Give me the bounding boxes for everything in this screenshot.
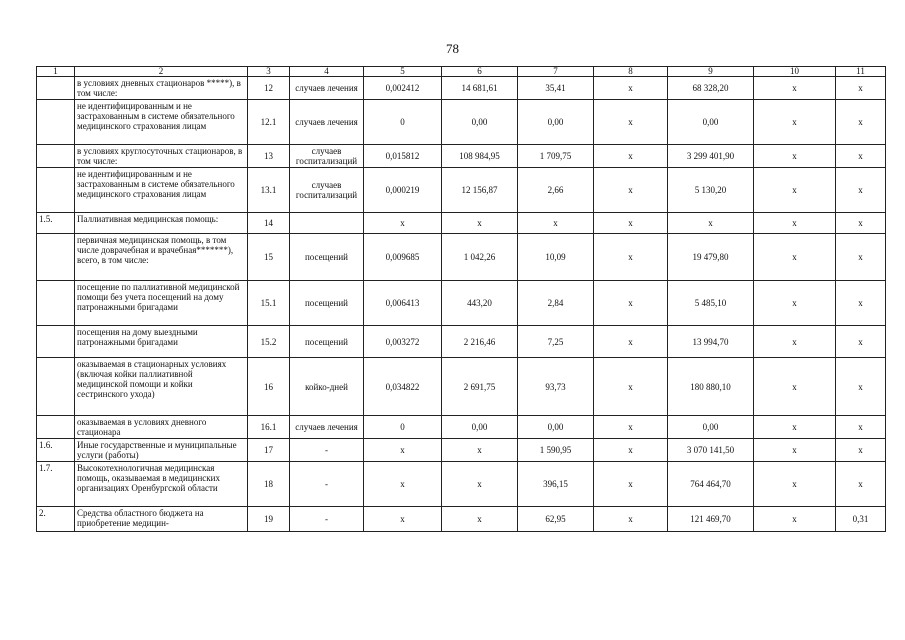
table-cell: - xyxy=(290,462,364,507)
table-cell: х xyxy=(836,462,886,507)
row-description-cell: оказываемая в стационарных условиях (включая койки паллиативной медицинской помощи и койки сестринского ухода) xyxy=(75,358,248,416)
table-cell: х xyxy=(754,281,836,326)
table-cell: 1 042,26 xyxy=(442,234,518,281)
table-cell: 0,31 xyxy=(836,507,886,532)
table-cell: 2 216,46 xyxy=(442,326,518,358)
column-number-cell: 5 xyxy=(364,67,442,77)
table-cell: 18 xyxy=(248,462,290,507)
table-cell: 93,73 xyxy=(518,358,594,416)
table-cell: х xyxy=(364,213,442,234)
table-cell: 0,00 xyxy=(668,100,754,145)
table-cell: х xyxy=(364,507,442,532)
table-cell: х xyxy=(754,326,836,358)
table-row xyxy=(37,358,886,416)
column-number-row xyxy=(37,67,886,77)
table-cell: х xyxy=(754,100,836,145)
row-section-cell xyxy=(37,416,75,439)
table-cell: 5 130,20 xyxy=(668,168,754,213)
table-cell: х xyxy=(594,326,668,358)
table-cell: х xyxy=(442,507,518,532)
row-description-cell: посещения на дому выездными патронажными бригадами xyxy=(75,326,248,358)
table-body xyxy=(37,77,886,532)
table-cell: 3 299 401,90 xyxy=(668,145,754,168)
row-section-cell xyxy=(37,358,75,416)
row-section-cell xyxy=(37,100,75,145)
table-cell: 0,009685 xyxy=(364,234,442,281)
table-cell: х xyxy=(754,234,836,281)
table-cell: посещений xyxy=(290,234,364,281)
table-cell: 2,66 xyxy=(518,168,594,213)
column-number-cell: 9 xyxy=(668,67,754,77)
column-number-cell: 6 xyxy=(442,67,518,77)
row-description-cell: в условиях дневных стационаров *****), в том числе: xyxy=(75,77,248,100)
table-cell: х xyxy=(594,77,668,100)
table-cell: х xyxy=(754,213,836,234)
table-cell: 0,000219 xyxy=(364,168,442,213)
row-section-cell: 1.7. xyxy=(37,462,75,507)
column-number-cell: 2 xyxy=(75,67,248,77)
table-cell: х xyxy=(836,281,886,326)
table-row xyxy=(37,507,886,532)
column-number-cell: 7 xyxy=(518,67,594,77)
column-number-cell: 1 xyxy=(37,67,75,77)
table-row xyxy=(37,439,886,462)
table-row xyxy=(37,213,886,234)
table-cell: х xyxy=(594,439,668,462)
table-cell: 13 994,70 xyxy=(668,326,754,358)
table-cell: 0,015812 xyxy=(364,145,442,168)
table-cell: х xyxy=(594,507,668,532)
row-description-cell: Иные государственные и муниципальные услуги (работы) xyxy=(75,439,248,462)
table-row xyxy=(37,145,886,168)
table-cell: х xyxy=(836,358,886,416)
table-cell: 12 156,87 xyxy=(442,168,518,213)
table-cell: х xyxy=(754,416,836,439)
row-description-cell: первичная медицинская помощь, в том числе доврачебная и врачебная*******), всего, в том числе: xyxy=(75,234,248,281)
table-cell: х xyxy=(594,168,668,213)
table-cell: случаев лечения xyxy=(290,416,364,439)
row-description-cell: Паллиативная медицинская помощь: xyxy=(75,213,248,234)
table-row xyxy=(37,281,886,326)
table-cell: х xyxy=(594,213,668,234)
table-cell: х xyxy=(594,234,668,281)
table-cell: 14 681,61 xyxy=(442,77,518,100)
row-section-cell: 1.5. xyxy=(37,213,75,234)
table-cell: х xyxy=(836,213,886,234)
table-row xyxy=(37,77,886,100)
table-cell: 396,15 xyxy=(518,462,594,507)
table-cell: случаев лечения xyxy=(290,100,364,145)
table-cell: х xyxy=(836,234,886,281)
table-cell: х xyxy=(594,358,668,416)
table-cell: 3 070 141,50 xyxy=(668,439,754,462)
table-cell: х xyxy=(442,462,518,507)
table-cell: случаев лечения xyxy=(290,77,364,100)
table-row xyxy=(37,234,886,281)
column-number-cell: 10 xyxy=(754,67,836,77)
table-cell: посещений xyxy=(290,326,364,358)
row-description-cell: оказываемая в условиях дневного стационара xyxy=(75,416,248,439)
row-description-cell: Средства областного бюджета на приобретение медицин- xyxy=(75,507,248,532)
table-cell: 14 xyxy=(248,213,290,234)
row-description-cell: не идентифицированным и не застрахованным в системе обязательного медицинского страхования лицам xyxy=(75,100,248,145)
table-row xyxy=(37,100,886,145)
table-cell: 0,006413 xyxy=(364,281,442,326)
table-cell: х xyxy=(754,168,836,213)
table-cell: - xyxy=(290,439,364,462)
table-cell: 0,00 xyxy=(518,416,594,439)
table-cell: 0,002412 xyxy=(364,77,442,100)
table-cell: 68 328,20 xyxy=(668,77,754,100)
table-cell: 17 xyxy=(248,439,290,462)
row-section-cell xyxy=(37,168,75,213)
table-cell: 1 590,95 xyxy=(518,439,594,462)
table-cell: х xyxy=(836,100,886,145)
table-cell: 10,09 xyxy=(518,234,594,281)
table-cell: 2,84 xyxy=(518,281,594,326)
table-cell: х xyxy=(754,77,836,100)
table-cell: 0,034822 xyxy=(364,358,442,416)
table-cell: 15.1 xyxy=(248,281,290,326)
table-cell: 0,00 xyxy=(442,100,518,145)
table-cell: 15 xyxy=(248,234,290,281)
table-cell: х xyxy=(518,213,594,234)
table-cell: х xyxy=(754,507,836,532)
table-cell: случаев госпитализаций xyxy=(290,168,364,213)
table-cell: х xyxy=(442,439,518,462)
table-cell: случаев госпитализаций xyxy=(290,145,364,168)
table-cell: х xyxy=(836,326,886,358)
row-section-cell xyxy=(37,77,75,100)
table-cell: 12 xyxy=(248,77,290,100)
row-section-cell xyxy=(37,145,75,168)
table-cell: х xyxy=(836,77,886,100)
table-cell xyxy=(290,213,364,234)
table-cell: 1 709,75 xyxy=(518,145,594,168)
row-section-cell: 1.6. xyxy=(37,439,75,462)
table-cell: х xyxy=(594,145,668,168)
table-cell: 19 479,80 xyxy=(668,234,754,281)
table-cell: х xyxy=(594,416,668,439)
table-cell: х xyxy=(754,462,836,507)
table-cell: посещений xyxy=(290,281,364,326)
row-section-cell: 2. xyxy=(37,507,75,532)
table-cell: х xyxy=(594,100,668,145)
table-cell: 443,20 xyxy=(442,281,518,326)
column-number-cell: 3 xyxy=(248,67,290,77)
table-row xyxy=(37,168,886,213)
table-cell: х xyxy=(836,168,886,213)
row-description-cell: Высокотехнологичная медицинская помощь, оказываемая в медицинских организациях Оренбургской области xyxy=(75,462,248,507)
table-cell: 5 485,10 xyxy=(668,281,754,326)
table-cell: 0 xyxy=(364,100,442,145)
table-cell: х xyxy=(836,416,886,439)
table-cell: х xyxy=(594,462,668,507)
table-cell: 13.1 xyxy=(248,168,290,213)
table-cell: 764 464,70 xyxy=(668,462,754,507)
table-cell: х xyxy=(754,358,836,416)
table-cell: 16 xyxy=(248,358,290,416)
table-cell: х xyxy=(364,462,442,507)
table-cell: 0 xyxy=(364,416,442,439)
table-cell: 12.1 xyxy=(248,100,290,145)
table-row xyxy=(37,462,886,507)
table-cell: х xyxy=(754,439,836,462)
table-cell: 0,003272 xyxy=(364,326,442,358)
table-cell: 62,95 xyxy=(518,507,594,532)
row-description-cell: посещение по паллиативной медицинской помощи без учета посещений на дому патронажными бригадами xyxy=(75,281,248,326)
table-cell: 35,41 xyxy=(518,77,594,100)
column-number-cell: 4 xyxy=(290,67,364,77)
row-section-cell xyxy=(37,326,75,358)
row-section-cell xyxy=(37,281,75,326)
table-cell: 15.2 xyxy=(248,326,290,358)
table-cell: х xyxy=(754,145,836,168)
table-row xyxy=(37,416,886,439)
table-cell: койко-дней xyxy=(290,358,364,416)
table-cell: 108 984,95 xyxy=(442,145,518,168)
table-cell: 19 xyxy=(248,507,290,532)
table-cell: 180 880,10 xyxy=(668,358,754,416)
table-cell: - xyxy=(290,507,364,532)
table-cell: 0,00 xyxy=(668,416,754,439)
table-cell: 2 691,75 xyxy=(442,358,518,416)
table-cell: 7,25 xyxy=(518,326,594,358)
table-cell: 121 469,70 xyxy=(668,507,754,532)
row-description-cell: не идентифицированным и не застрахованным в системе обязательного медицинского страхования лицам xyxy=(75,168,248,213)
table-cell: 16.1 xyxy=(248,416,290,439)
table-cell: х xyxy=(668,213,754,234)
data-table xyxy=(36,66,886,532)
column-number-cell: 11 xyxy=(836,67,886,77)
table-cell: х xyxy=(836,145,886,168)
table-cell: х xyxy=(442,213,518,234)
page-number: 78 xyxy=(446,41,459,56)
table-cell: х xyxy=(594,281,668,326)
table-cell: х xyxy=(836,439,886,462)
row-description-cell: в условиях круглосуточных стационаров, в том числе: xyxy=(75,145,248,168)
row-section-cell xyxy=(37,234,75,281)
table-cell: 0,00 xyxy=(518,100,594,145)
table-cell: 13 xyxy=(248,145,290,168)
table-row xyxy=(37,326,886,358)
table-cell: х xyxy=(364,439,442,462)
column-number-cell: 8 xyxy=(594,67,668,77)
table-cell: 0,00 xyxy=(442,416,518,439)
